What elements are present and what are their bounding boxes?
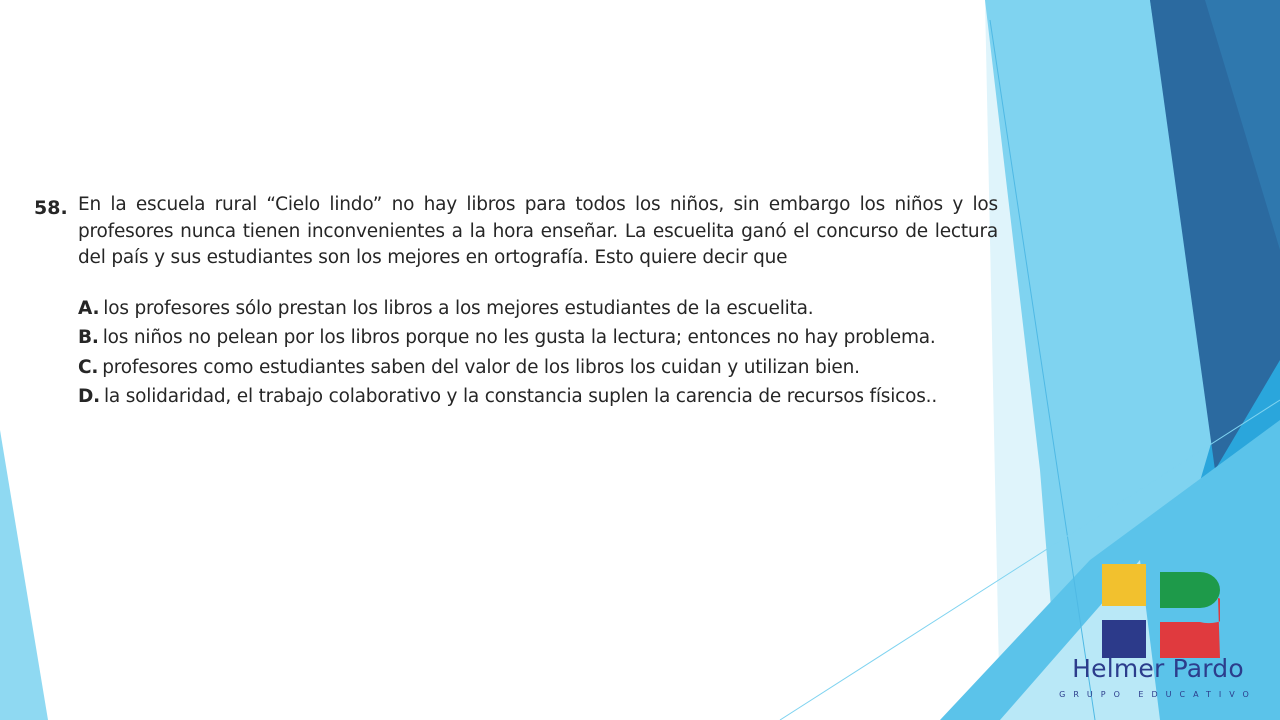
option-a <box>78 294 1004 324</box>
option-a-text: los profesores sólo prestan los libros a los mejores estudiantes de la escuelita. <box>103 297 814 319</box>
question-block <box>34 192 1004 412</box>
left-corner-shape <box>0 430 48 720</box>
question-stem-row <box>34 192 1004 272</box>
option-b <box>78 323 1004 353</box>
logo-subtitle: GRUPO EDUCATIVO <box>1059 690 1257 699</box>
logo-red-shape <box>1160 598 1220 658</box>
option-d-letter: D. <box>78 386 100 407</box>
option-c <box>78 353 1004 383</box>
question-number: 58. <box>34 197 68 219</box>
option-c-text: profesores como estudiantes saben del valor de los libros los cuidan y utilizan bien. <box>102 356 860 378</box>
answer-options <box>78 294 1004 412</box>
helmer-pardo-logo <box>1056 562 1260 712</box>
option-b-text: los niños no pelean por los libros porque no les gusta la lectura; entonces no hay problema. <box>102 327 936 348</box>
logo-name: Helmer Pardo <box>1072 654 1244 683</box>
logo-navy-square <box>1102 620 1146 658</box>
option-d-text: la solidaridad, el trabajo colaborativo y la constancia suplen la carencia de recursos físicos.. <box>103 386 938 407</box>
option-d <box>78 382 1004 412</box>
question-stem: En la escuela rural “Cielo lindo” no hay libros para todos los niños, sin embargo los niños y los profesores nunca tienen inconvenientes a la hora enseñar. La escuelita ganó el concurso de lectura del país y sus estudiantes son los mejores en ortografía. Esto quiere decir que <box>78 194 998 268</box>
option-a-letter: A. <box>78 297 100 319</box>
logo-yellow-square <box>1102 564 1146 606</box>
option-c-letter: C. <box>78 356 99 378</box>
option-b-letter: B. <box>78 327 99 348</box>
